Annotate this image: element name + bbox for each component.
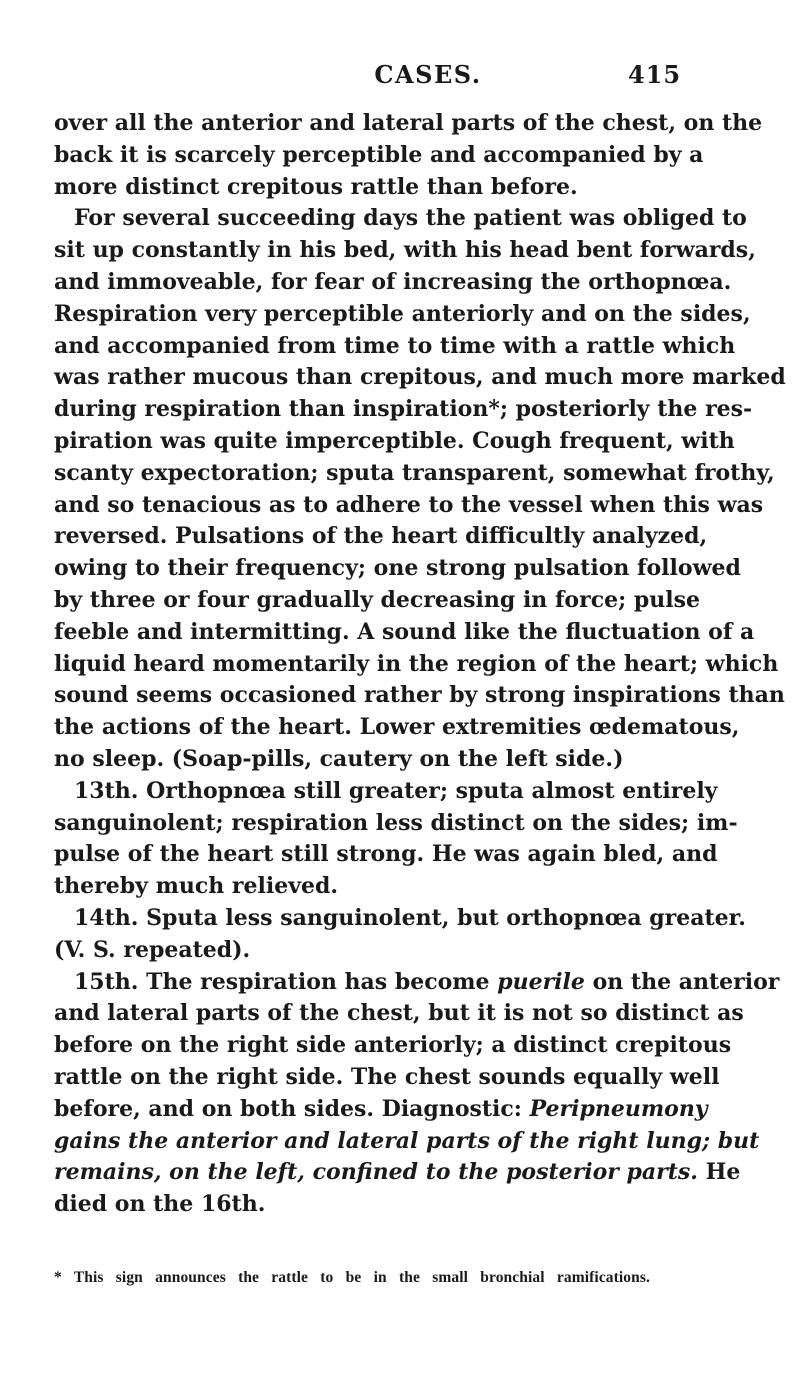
footnote: * This sign announces the rattle to be in the small bronchial ramifications. xyxy=(54,1269,650,1286)
text-line: back it is scarcely perceptible and accompanied by a xyxy=(54,141,704,168)
italic-phrase: remains, on the left, confined to the posterior parts. xyxy=(54,1159,698,1186)
text-line: feeble and intermitting. A sound like the fluctuation of a xyxy=(54,618,755,645)
text-line: reversed. Pulsations of the heart difficultly analyzed, xyxy=(54,523,708,550)
body-text xyxy=(54,108,786,1221)
italic-term: puerile xyxy=(497,968,585,995)
italic-term: Peripneumony xyxy=(529,1095,708,1122)
text-line: piration was quite imperceptible. Cough frequent, with xyxy=(54,427,735,454)
text-line: and accompanied from time to time with a rattle which xyxy=(54,332,736,359)
text-line: Respiration very perceptible anteriorly and on the sides, xyxy=(54,300,751,327)
text-line: For several succeeding days the patient was obliged to xyxy=(74,205,747,232)
text-line: liquid heard momentarily in the region of the heart; which xyxy=(54,650,779,677)
text-line: more distinct crepitous rattle than before. xyxy=(54,173,578,200)
page-number: 415 xyxy=(628,60,682,89)
text-line: gains the anterior and lateral parts of the right lung; but xyxy=(54,1127,760,1154)
running-title: CASES. xyxy=(374,60,482,89)
text-line: owing to their frequency; one strong pulsation followed xyxy=(54,555,741,582)
text-line xyxy=(54,1094,708,1126)
text-line xyxy=(54,967,780,999)
text-line: sound seems occasioned rather by strong inspirations than xyxy=(54,682,785,709)
text-line: during respiration than inspiration*; posteriorly the res- xyxy=(54,396,753,423)
text-line: and lateral parts of the chest, but it is not so distinct as xyxy=(54,1000,744,1027)
text-line xyxy=(54,1157,741,1189)
text-line: rattle on the right side. The chest sounds equally well xyxy=(54,1063,720,1090)
text-line: thereby much relieved. xyxy=(54,873,339,900)
text-segment: before, and on both sides. Diagnostic: xyxy=(54,1095,522,1122)
text-line: died on the 16th. xyxy=(54,1191,266,1218)
text-line: scanty expectoration; sputa transparent, somewhat frothy, xyxy=(54,459,775,486)
text-line: over all the anterior and lateral parts of the chest, on the xyxy=(54,110,763,136)
text-line: was rather mucous than crepitous, and much more marked xyxy=(54,364,786,391)
text-line: no sleep. (Soap-pills, cautery on the left side.) xyxy=(54,745,624,772)
text-line: 13th. Orthopnœa still greater; sputa almost entirely xyxy=(74,777,718,804)
text-segment: on the anterior xyxy=(592,968,780,995)
text-line: before on the right side anteriorly; a distinct crepitous xyxy=(54,1032,732,1059)
text-line: and so tenacious as to adhere to the vessel when this was xyxy=(54,491,764,518)
text-line: and immoveable, for fear of increasing the orthopnœa. xyxy=(54,268,732,295)
running-head xyxy=(0,60,800,100)
text-line: (V. S. repeated). xyxy=(54,936,251,963)
text-segment: 15th. The respiration has become xyxy=(74,968,490,995)
text-line: sit up constantly in his bed, with his head bent forwards, xyxy=(54,237,756,264)
text-line: pulse of the heart still strong. He was again bled, and xyxy=(54,841,718,868)
text-line: by three or four gradually decreasing in force; pulse xyxy=(54,586,700,613)
text-line: the actions of the heart. Lower extremities œdematous, xyxy=(54,714,740,741)
text-line: 14th. Sputa less sanguinolent, but orthopnœa greater. xyxy=(74,904,746,931)
text-segment: He xyxy=(705,1159,741,1186)
text-line: sanguinolent; respiration less distinct on the sides; im- xyxy=(54,809,738,836)
